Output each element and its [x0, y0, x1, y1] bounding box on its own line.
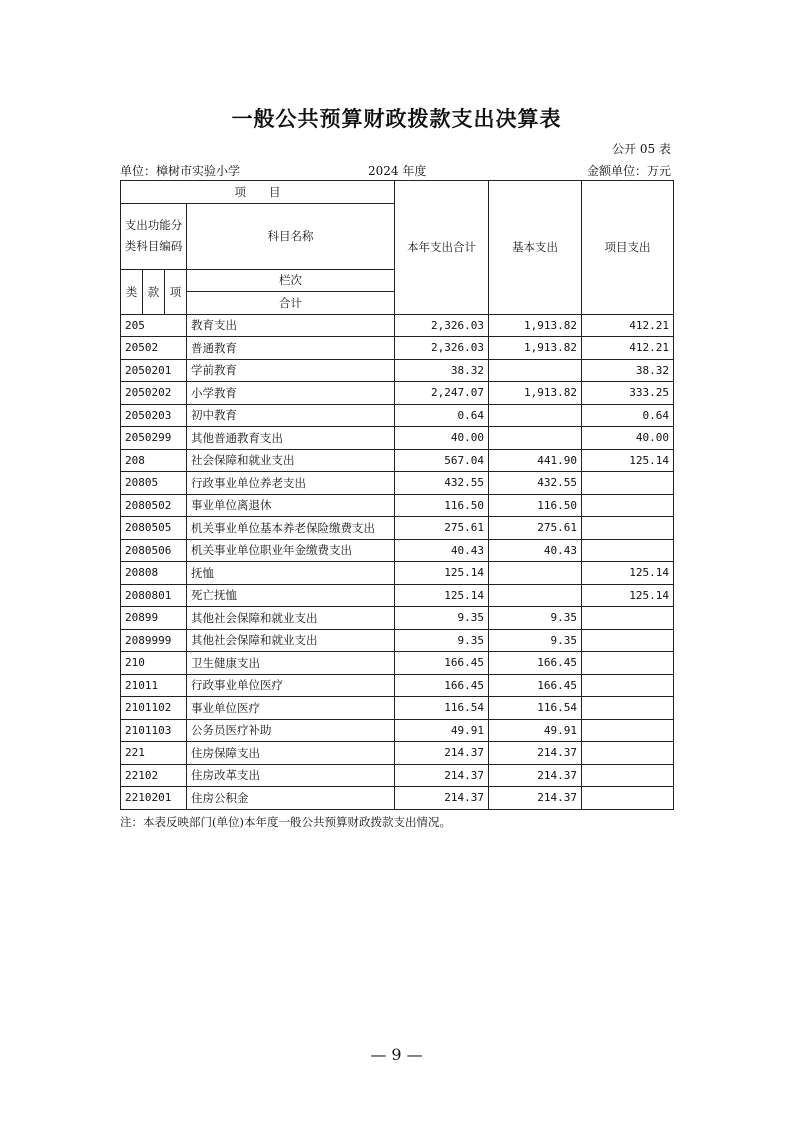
row-subject-name: 住房保障支出	[187, 742, 395, 765]
row-total: 2,326.03	[395, 337, 489, 360]
table-row	[121, 719, 674, 742]
table-row	[121, 517, 674, 540]
header-xiang: 项	[165, 269, 187, 314]
header-col-total: 本年支出合计	[395, 181, 489, 315]
row-project	[582, 652, 674, 675]
row-subject-name: 死亡抚恤	[187, 584, 395, 607]
row-project: 412.21	[582, 314, 674, 337]
row-project	[582, 472, 674, 495]
row-subject-name: 普通教育	[187, 337, 395, 360]
row-subject-name: 机关事业单位职业年金缴费支出	[187, 539, 395, 562]
row-code: 221	[121, 742, 187, 765]
row-total: 40.43	[395, 539, 489, 562]
row-total: 116.50	[395, 494, 489, 517]
row-project	[582, 629, 674, 652]
page-title: 一般公共预算财政拨款支出决算表	[231, 107, 562, 131]
row-basic: 1,913.82	[489, 337, 582, 360]
row-code: 2050201	[121, 359, 187, 382]
form-number: 公开 05 表	[612, 142, 671, 156]
table-row	[121, 629, 674, 652]
header-subject-name: 科目名称	[187, 203, 395, 269]
row-code: 2101103	[121, 719, 187, 742]
row-code: 2210201	[121, 787, 187, 810]
row-code: 2089999	[121, 629, 187, 652]
table-row	[121, 337, 674, 360]
row-basic: 441.90	[489, 449, 582, 472]
row-code: 2101102	[121, 697, 187, 720]
amount-unit-label: 金额单位：万元	[586, 164, 671, 178]
table-row	[121, 427, 674, 450]
row-project: 333.25	[582, 382, 674, 405]
row-code: 2080801	[121, 584, 187, 607]
row-basic	[489, 427, 582, 450]
row-total: 567.04	[395, 449, 489, 472]
row-subject-name: 住房公积金	[187, 787, 395, 810]
row-basic	[489, 359, 582, 382]
header-col-basic: 基本支出	[489, 181, 582, 315]
row-code: 2080505	[121, 517, 187, 540]
row-code: 20502	[121, 337, 187, 360]
header-col-project: 项目支出	[582, 181, 674, 315]
row-basic: 166.45	[489, 674, 582, 697]
row-code: 2050202	[121, 382, 187, 405]
row-basic: 40.43	[489, 539, 582, 562]
row-subject-name: 公务员医疗补助	[187, 719, 395, 742]
row-basic: 214.37	[489, 742, 582, 765]
table-row	[121, 449, 674, 472]
row-project	[582, 787, 674, 810]
row-project: 38.32	[582, 359, 674, 382]
row-project: 125.14	[582, 449, 674, 472]
table-row	[121, 382, 674, 405]
row-code: 205	[121, 314, 187, 337]
header-kuan: 款	[143, 269, 165, 314]
row-total: 0.64	[395, 404, 489, 427]
table-row	[121, 562, 674, 585]
row-subject-name: 事业单位医疗	[187, 697, 395, 720]
table-row	[121, 494, 674, 517]
header-func-code: 支出功能分类科目编码	[121, 203, 187, 269]
row-project: 0.64	[582, 404, 674, 427]
row-subject-name: 行政事业单位医疗	[187, 674, 395, 697]
row-total: 432.55	[395, 472, 489, 495]
table-row	[121, 472, 674, 495]
year-label: 2024 年度	[368, 164, 427, 178]
row-project	[582, 674, 674, 697]
row-total: 116.54	[395, 697, 489, 720]
row-basic: 9.35	[489, 607, 582, 630]
row-code: 22102	[121, 764, 187, 787]
row-total: 2,326.03	[395, 314, 489, 337]
row-total: 40.00	[395, 427, 489, 450]
row-subject-name: 社会保障和就业支出	[187, 449, 395, 472]
table-row	[121, 607, 674, 630]
row-basic: 432.55	[489, 472, 582, 495]
table-row	[121, 404, 674, 427]
expenditure-table	[120, 180, 674, 810]
row-code: 2080506	[121, 539, 187, 562]
row-code: 21011	[121, 674, 187, 697]
row-basic: 166.45	[489, 652, 582, 675]
row-total: 214.37	[395, 787, 489, 810]
header-lei: 类	[121, 269, 143, 314]
row-subject-name: 其他社会保障和就业支出	[187, 629, 395, 652]
row-total: 9.35	[395, 629, 489, 652]
row-basic	[489, 404, 582, 427]
row-basic: 1,913.82	[489, 314, 582, 337]
row-code: 2080502	[121, 494, 187, 517]
row-code: 2050299	[121, 427, 187, 450]
row-code: 2050203	[121, 404, 187, 427]
row-total: 166.45	[395, 674, 489, 697]
row-subject-name: 初中教育	[187, 404, 395, 427]
table-row	[121, 539, 674, 562]
row-total: 38.32	[395, 359, 489, 382]
row-total: 166.45	[395, 652, 489, 675]
table-row	[121, 787, 674, 810]
page-number: — 9 —	[370, 1045, 423, 1064]
table-row	[121, 742, 674, 765]
row-project: 125.14	[582, 584, 674, 607]
row-project	[582, 494, 674, 517]
row-subject-name: 住房改革支出	[187, 764, 395, 787]
row-project	[582, 517, 674, 540]
table-row	[121, 584, 674, 607]
table-row	[121, 674, 674, 697]
row-code: 20805	[121, 472, 187, 495]
row-total: 275.61	[395, 517, 489, 540]
row-basic: 116.50	[489, 494, 582, 517]
row-code: 208	[121, 449, 187, 472]
row-total: 125.14	[395, 562, 489, 585]
footnote: 注：本表反映部门(单位)本年度一般公共预算财政拨款支出情况。	[120, 815, 451, 829]
row-subject-name: 卫生健康支出	[187, 652, 395, 675]
row-subject-name: 其他普通教育支出	[187, 427, 395, 450]
row-total: 214.37	[395, 764, 489, 787]
row-basic: 49.91	[489, 719, 582, 742]
row-project	[582, 607, 674, 630]
row-subject-name: 机关事业单位基本养老保险缴费支出	[187, 517, 395, 540]
row-project	[582, 764, 674, 787]
row-basic	[489, 562, 582, 585]
row-subject-name: 小学教育	[187, 382, 395, 405]
total-label: 合计	[187, 292, 395, 315]
row-project	[582, 719, 674, 742]
row-subject-name: 抚恤	[187, 562, 395, 585]
header-item: 项 目	[121, 181, 395, 204]
row-project	[582, 539, 674, 562]
table-row	[121, 697, 674, 720]
row-subject-name: 事业单位离退休	[187, 494, 395, 517]
row-basic: 116.54	[489, 697, 582, 720]
row-subject-name: 教育支出	[187, 314, 395, 337]
row-project	[582, 742, 674, 765]
row-project: 412.21	[582, 337, 674, 360]
row-code: 210	[121, 652, 187, 675]
table-row	[121, 359, 674, 382]
row-basic	[489, 584, 582, 607]
row-basic: 9.35	[489, 629, 582, 652]
table-row	[121, 764, 674, 787]
row-basic: 214.37	[489, 787, 582, 810]
row-subject-name: 其他社会保障和就业支出	[187, 607, 395, 630]
row-project: 125.14	[582, 562, 674, 585]
row-total: 125.14	[395, 584, 489, 607]
row-project: 40.00	[582, 427, 674, 450]
row-subject-name: 行政事业单位养老支出	[187, 472, 395, 495]
unit-label: 单位：樟树市实验小学	[120, 164, 241, 178]
row-code: 20899	[121, 607, 187, 630]
row-subject-name: 学前教育	[187, 359, 395, 382]
row-project	[582, 697, 674, 720]
row-total: 49.91	[395, 719, 489, 742]
row-total: 9.35	[395, 607, 489, 630]
row-basic: 275.61	[489, 517, 582, 540]
header-lanci: 栏次	[187, 269, 395, 292]
row-basic: 1,913.82	[489, 382, 582, 405]
table-row	[121, 652, 674, 675]
table-row	[121, 314, 674, 337]
row-total: 214.37	[395, 742, 489, 765]
row-code: 20808	[121, 562, 187, 585]
row-total: 2,247.07	[395, 382, 489, 405]
row-basic: 214.37	[489, 764, 582, 787]
